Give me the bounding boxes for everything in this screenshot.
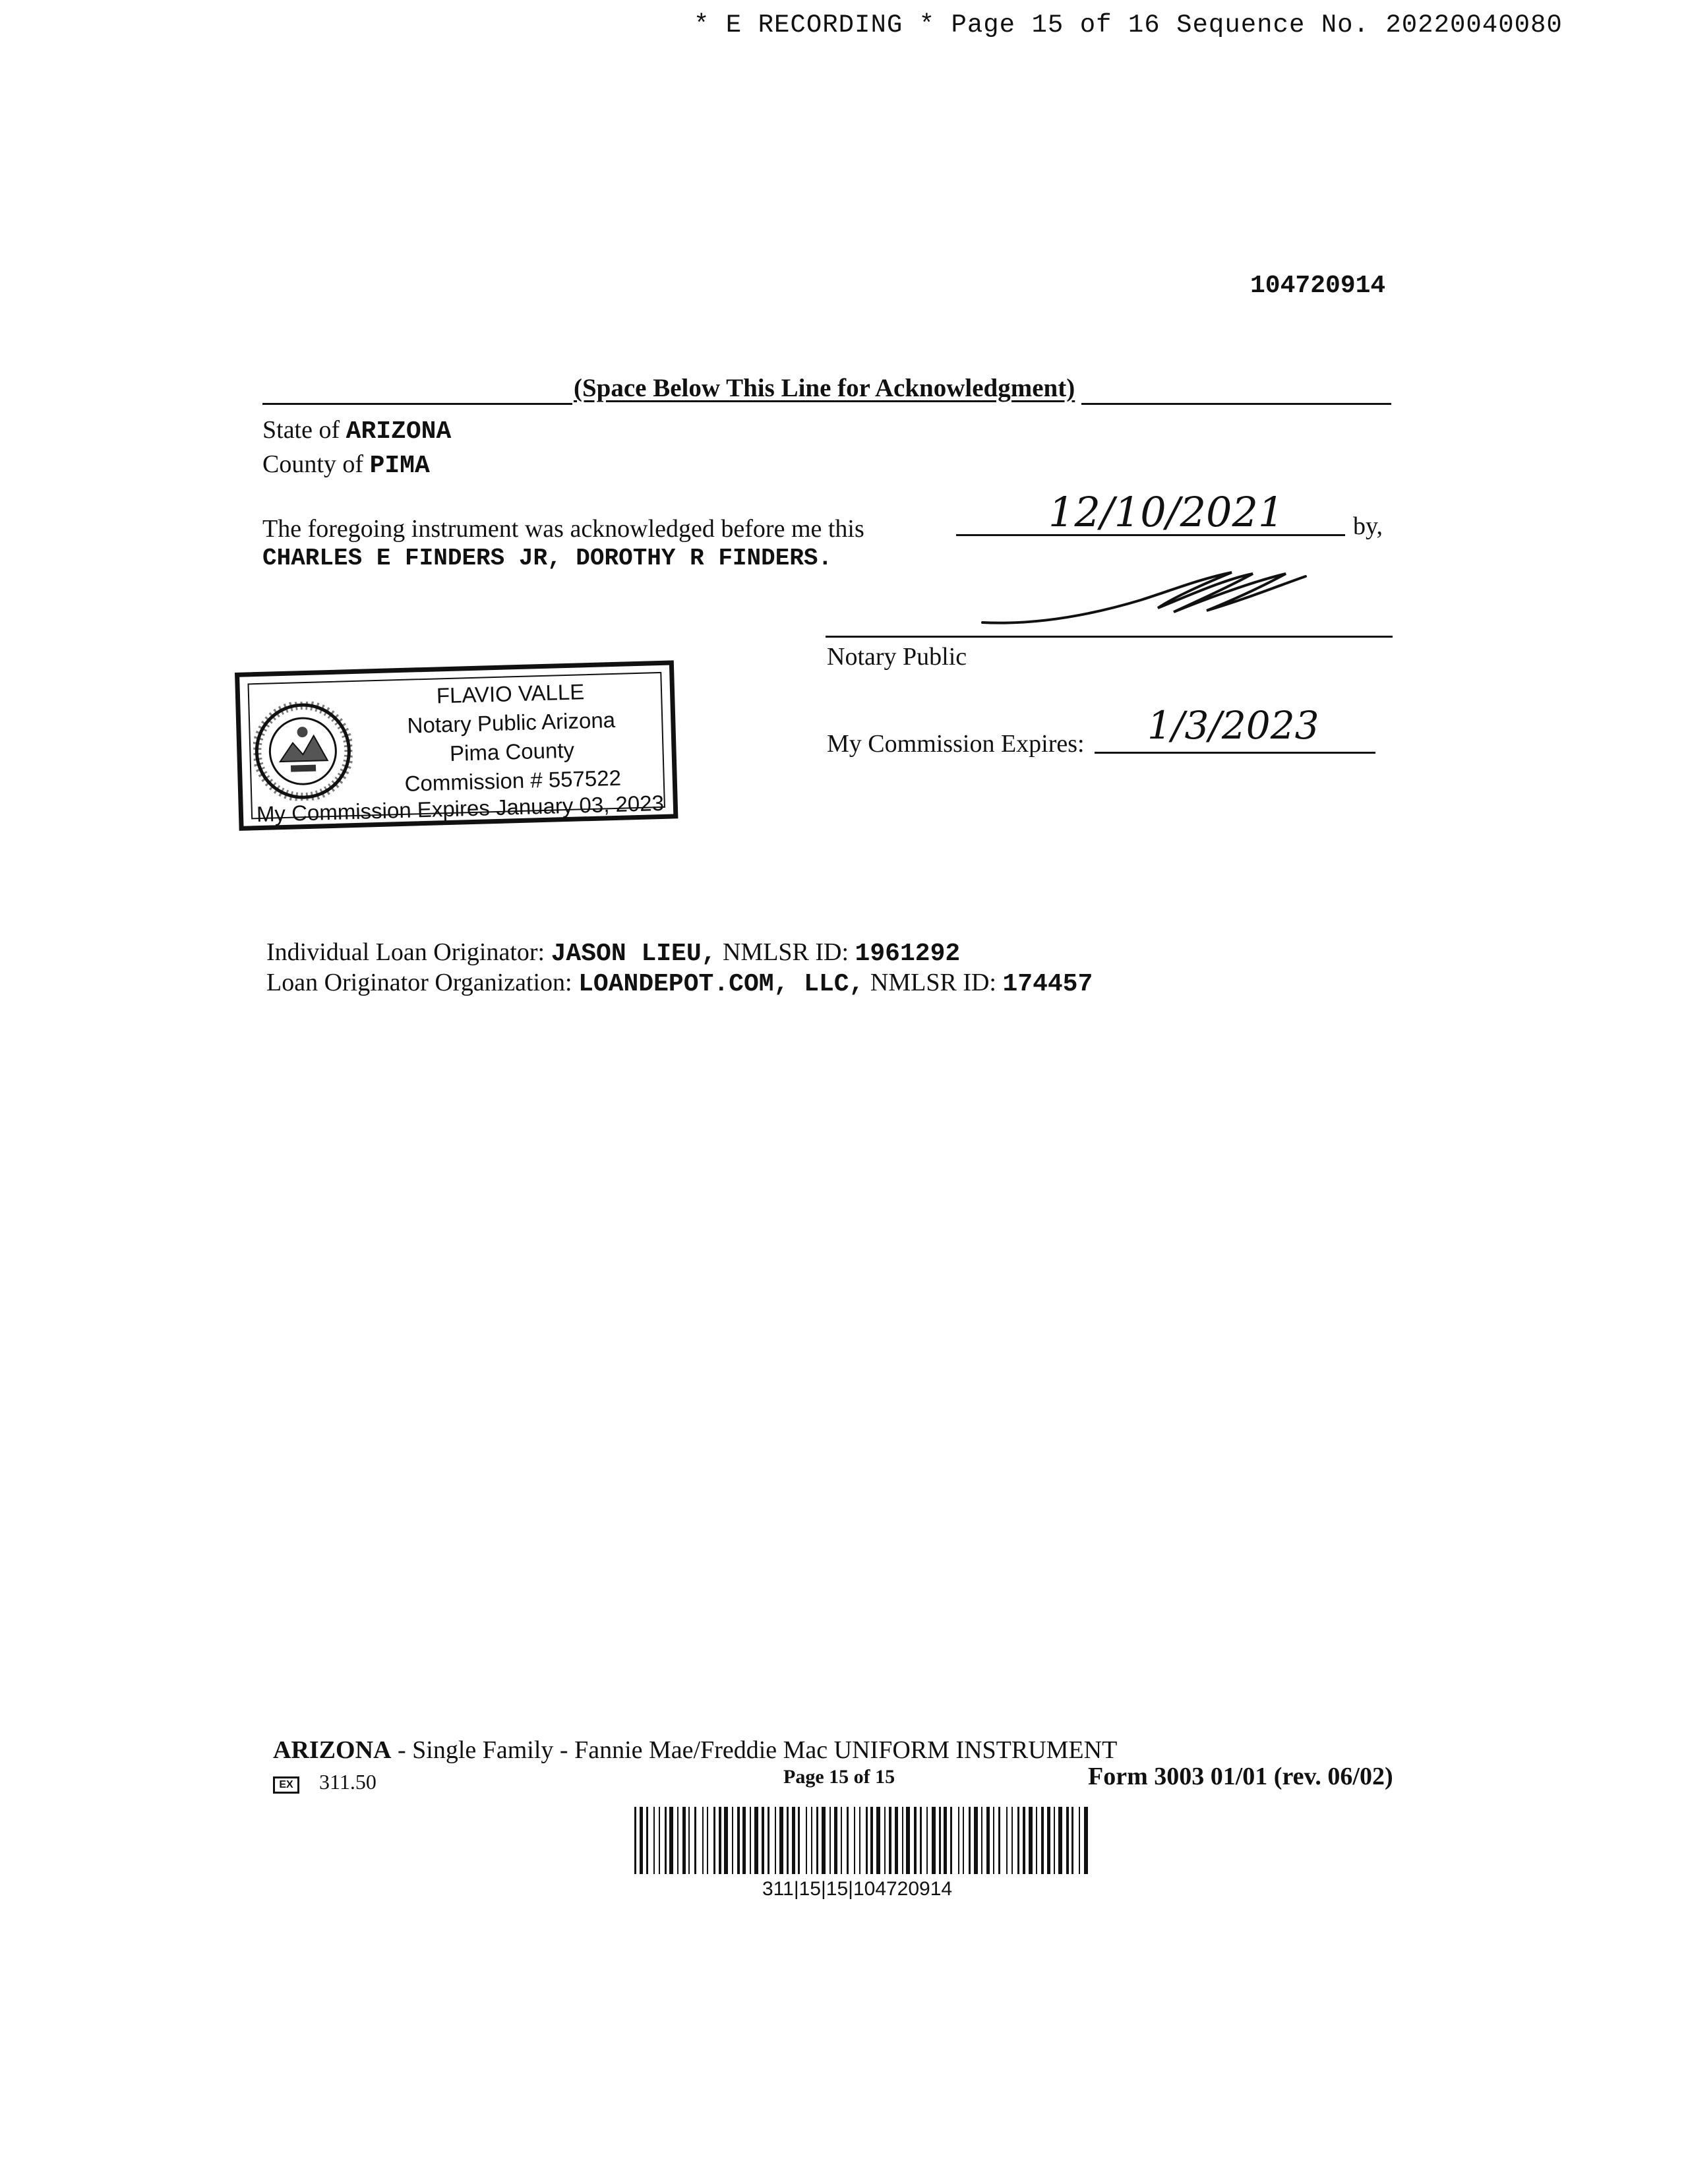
county-line bbox=[262, 450, 430, 480]
by-text: by, bbox=[1353, 512, 1383, 540]
footer-form-description: - Single Family - Fannie Mae/Freddie Mac UNIFORM INSTRUMENT bbox=[397, 1736, 1118, 1764]
loan-originator-organization bbox=[266, 968, 1093, 998]
organization-label: Loan Originator Organization: bbox=[266, 969, 572, 996]
barcode-text: 311|15|15|104720914 bbox=[762, 1878, 953, 1900]
notary-public-label: Notary Public bbox=[827, 643, 967, 671]
barcode-icon bbox=[634, 1807, 1091, 1874]
stamp-county: Pima County bbox=[449, 737, 575, 766]
stamp-notary-title: Notary Public Arizona bbox=[407, 707, 616, 738]
acknowledgment-rule-left bbox=[262, 403, 572, 405]
acknowledgment-heading: (Space Below This Line for Acknowledgment) bbox=[574, 374, 1075, 402]
commission-expires-label: My Commission Expires: bbox=[827, 730, 1085, 758]
form-logo-icon: EX bbox=[273, 1776, 299, 1794]
acknowledgment-date-handwritten: 12/10/2021 bbox=[1048, 488, 1284, 536]
originator-name: JASON LIEU, bbox=[551, 940, 717, 968]
stamp-commission-number: Commission # 557522 bbox=[404, 765, 622, 796]
state-line bbox=[262, 415, 451, 446]
originator-id: 1961292 bbox=[855, 940, 961, 968]
stamp-expiration: My Commission Expires January 03, 2023 bbox=[256, 790, 665, 827]
county-label: County of bbox=[262, 450, 364, 478]
organization-id-label: NMLSR ID: bbox=[870, 969, 996, 996]
notary-signature-line bbox=[826, 636, 1393, 638]
footer-form-number: Form 3003 01/01 (rev. 06/02) bbox=[1088, 1763, 1393, 1790]
arizona-seal-icon bbox=[252, 700, 353, 802]
notary-signature bbox=[976, 559, 1319, 638]
state-label: State of bbox=[262, 416, 340, 444]
loan-number: 104720914 bbox=[1250, 272, 1386, 300]
notary-stamp bbox=[235, 660, 678, 831]
state-value: ARIZONA bbox=[346, 417, 452, 446]
footer-code: 311.50 bbox=[319, 1770, 377, 1794]
foregoing-statement: The foregoing instrument was acknowledged before me this bbox=[262, 515, 864, 543]
organization-id: 174457 bbox=[1002, 970, 1093, 998]
organization-name: LOANDEPOT.COM, LLC, bbox=[578, 970, 864, 998]
county-value: PIMA bbox=[369, 452, 430, 480]
acknowledgment-rule-right bbox=[1081, 403, 1391, 405]
signers-names: CHARLES E FINDERS JR, DOROTHY R FINDERS. bbox=[262, 545, 833, 572]
recording-header: * E RECORDING * Page 15 of 16 Sequence No. 20220040080 bbox=[694, 11, 1563, 40]
commission-expires-line bbox=[1095, 752, 1375, 754]
footer-page-number: Page 15 of 15 bbox=[783, 1766, 895, 1788]
footer-form-title bbox=[273, 1736, 1117, 1765]
originator-id-label: NMLSR ID: bbox=[722, 938, 849, 966]
individual-loan-originator bbox=[266, 938, 960, 968]
footer-state: ARIZONA bbox=[273, 1736, 392, 1764]
originator-label: Individual Loan Originator: bbox=[266, 938, 545, 966]
stamp-notary-name: FLAVIO VALLE bbox=[436, 679, 585, 708]
commission-expires-handwritten: 1/3/2023 bbox=[1147, 703, 1319, 748]
